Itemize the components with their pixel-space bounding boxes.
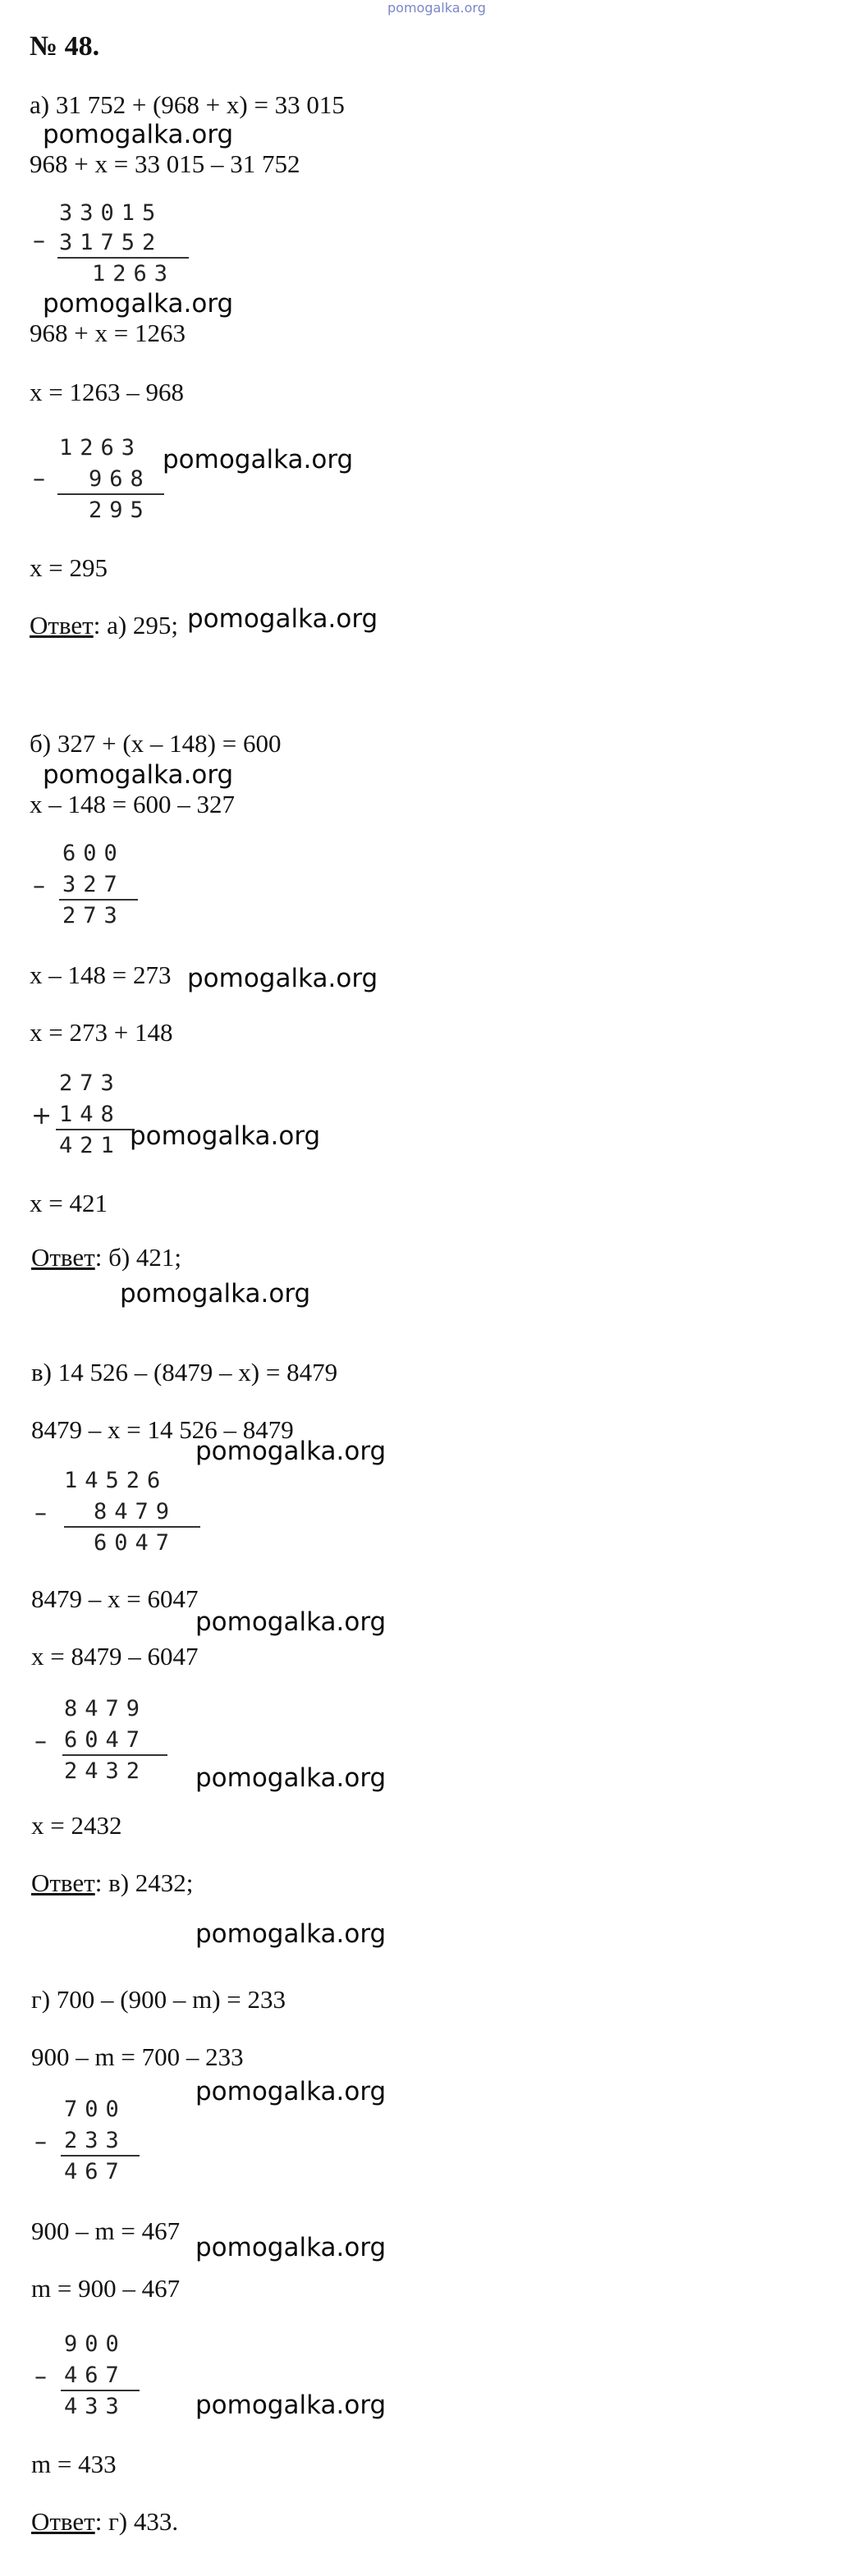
watermark: pomogalka.org (43, 760, 234, 790)
column-top: 33015 (59, 200, 163, 226)
watermark: pomogalka.org (43, 289, 234, 319)
b-equation-3: x – 148 = 273 (30, 960, 172, 989)
b-equation-1: б) 327 + (x – 148) = 600 (30, 729, 282, 758)
b-equation-4: x = 273 + 148 (30, 1018, 173, 1047)
watermark: pomogalka.org (195, 1763, 387, 1793)
column-bottom: 968 (89, 466, 151, 492)
column-result: 295 (89, 497, 151, 523)
column-top: 600 (62, 841, 125, 866)
column-result: 273 (62, 903, 125, 928)
column-bottom: 6047 (64, 1727, 148, 1753)
column-result: 433 (64, 2394, 126, 2419)
column-rule (57, 493, 164, 495)
answer-value: : б) 421; (94, 1243, 182, 1272)
minus-sign: – (33, 872, 45, 901)
a-equation-1: а) 31 752 + (968 + x) = 33 015 (30, 90, 345, 119)
column-bottom: 233 (64, 2128, 126, 2153)
watermark: pomogalka.org (187, 604, 378, 634)
a-equation-5: x = 295 (30, 553, 108, 582)
watermark: pomogalka.org (130, 1121, 321, 1151)
a-equation-3: 968 + x = 1263 (30, 319, 186, 347)
minus-sign: – (33, 465, 45, 493)
minus-sign: – (34, 1727, 47, 1756)
column-rule (61, 2155, 140, 2157)
column-bottom: 31752 (59, 230, 163, 255)
column-result: 1263 (92, 261, 176, 286)
watermark: pomogalka.org (195, 1607, 387, 1637)
answer-label: Ответ (31, 2507, 95, 2536)
column-bottom: 467 (64, 2363, 126, 2388)
answer-value: : а) 295; (93, 611, 179, 639)
page-title: № 48. (30, 31, 100, 62)
g-equation-3: 900 – m = 467 (31, 2216, 181, 2245)
column-top: 900 (64, 2331, 126, 2357)
column-rule (57, 257, 189, 259)
g-equation-4: m = 900 – 467 (31, 2274, 181, 2303)
watermark: pomogalka.org (195, 1919, 387, 1949)
column-rule (56, 1129, 135, 1130)
g-answer (31, 2507, 178, 2537)
column-top: 14526 (64, 1468, 168, 1493)
b-answer (31, 1243, 181, 1272)
v-answer (31, 1868, 193, 1898)
b-equation-5: x = 421 (30, 1189, 108, 1217)
v-equation-2: 8479 – x = 14 526 – 8479 (31, 1415, 294, 1444)
column-rule (64, 1526, 200, 1528)
column-rule (61, 2390, 140, 2391)
column-top: 1263 (59, 435, 143, 461)
watermark: pomogalka.org (195, 2233, 387, 2262)
watermark: pomogalka.org (195, 2077, 387, 2106)
column-result: 467 (64, 2159, 126, 2184)
column-result: 6047 (94, 1530, 177, 1556)
watermark: pomogalka.org (187, 964, 378, 993)
column-result: 2432 (64, 1758, 148, 1784)
g-equation-1: г) 700 – (900 – m) = 233 (31, 1985, 286, 2014)
b-equation-2: x – 148 = 600 – 327 (30, 790, 235, 818)
top-watermark: pomogalka.org (387, 0, 486, 16)
answer-label: Ответ (31, 1243, 95, 1272)
v-equation-1: в) 14 526 – (8479 – x) = 8479 (31, 1358, 338, 1387)
watermark: pomogalka.org (163, 445, 354, 474)
watermark: pomogalka.org (195, 2390, 387, 2420)
minus-sign: – (34, 2363, 47, 2391)
answer-label: Ответ (30, 611, 94, 639)
g-equation-5: m = 433 (31, 2450, 117, 2478)
column-rule (62, 1754, 167, 1756)
column-top: 8479 (64, 1696, 148, 1721)
a-equation-2: 968 + x = 33 015 – 31 752 (30, 149, 300, 178)
column-top: 273 (59, 1070, 121, 1096)
column-top: 700 (64, 2097, 126, 2122)
watermark: pomogalka.org (195, 1437, 387, 1466)
column-bottom: 8479 (94, 1499, 177, 1524)
minus-sign: – (34, 2128, 47, 2157)
watermark: pomogalka.org (43, 120, 234, 149)
column-rule (59, 899, 138, 901)
a-equation-4: x = 1263 – 968 (30, 378, 184, 406)
column-bottom: 148 (59, 1102, 121, 1127)
v-equation-4: x = 8479 – 6047 (31, 1642, 199, 1671)
v-equation-5: x = 2432 (31, 1811, 122, 1840)
answer-value: : в) 2432; (94, 1868, 194, 1897)
minus-sign: – (34, 1499, 47, 1528)
g-equation-2: 900 – m = 700 – 233 (31, 2042, 244, 2071)
answer-label: Ответ (31, 1868, 95, 1897)
v-equation-3: 8479 – x = 6047 (31, 1584, 199, 1613)
minus-sign: – (33, 227, 45, 255)
column-bottom: 327 (62, 872, 125, 897)
answer-value: : г) 433. (94, 2507, 179, 2536)
column-result: 421 (59, 1133, 121, 1158)
watermark: pomogalka.org (120, 1279, 311, 1309)
plus-sign: + (31, 1102, 53, 1130)
a-answer (30, 611, 178, 640)
